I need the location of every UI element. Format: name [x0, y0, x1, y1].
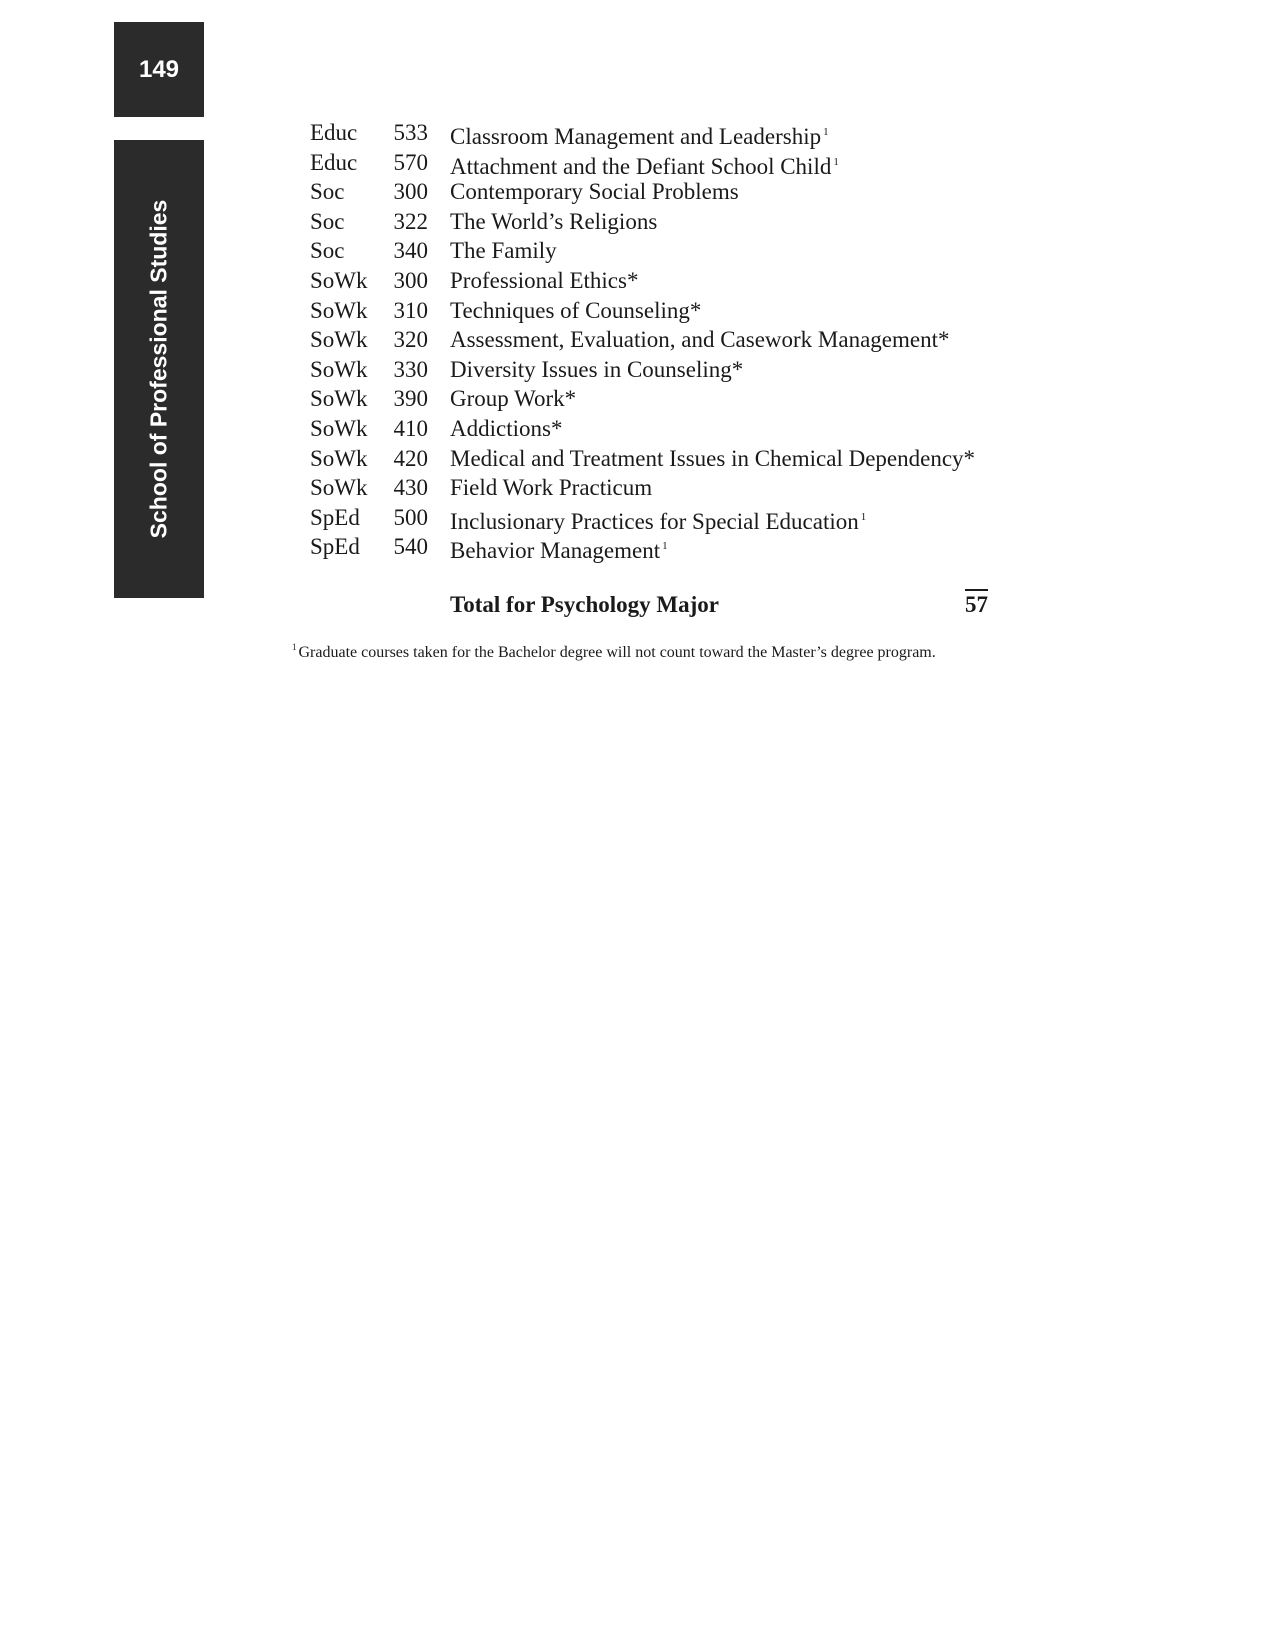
footnote-reference: 1 — [833, 155, 839, 168]
course-title: Medical and Treatment Issues in Chemical Dependency* — [450, 445, 976, 471]
total-label: Total for Psychology Major — [450, 592, 719, 617]
course-title-cell — [450, 503, 866, 533]
total-row — [450, 592, 988, 618]
course-title-cell — [450, 414, 562, 444]
course-title-cell — [450, 384, 576, 414]
course-title: The Family — [450, 238, 557, 264]
section-tab — [114, 140, 204, 598]
course-title: Diversity Issues in Counseling* — [450, 356, 744, 382]
course-title: Techniques of Counseling* — [450, 297, 702, 323]
course-title-cell — [450, 473, 652, 503]
course-number: 300 — [393, 179, 428, 205]
footnote-mark: 1 — [292, 642, 297, 652]
course-row — [310, 473, 975, 503]
course-row — [310, 325, 975, 355]
course-number: 340 — [393, 238, 428, 264]
course-title-cell — [450, 236, 557, 266]
course-dept: SpEd — [310, 504, 360, 530]
course-row — [310, 444, 975, 474]
course-number: 500 — [393, 504, 428, 530]
course-row — [310, 207, 975, 237]
course-number: 420 — [393, 445, 428, 471]
footnote — [292, 642, 936, 662]
course-number: 330 — [393, 356, 428, 382]
course-title-cell — [450, 532, 668, 562]
course-dept: SoWk — [310, 415, 368, 441]
course-title: Classroom Management and Leadership — [450, 124, 822, 149]
course-row — [310, 355, 975, 385]
course-dept: SpEd — [310, 534, 360, 560]
course-dept: SoWk — [310, 386, 368, 412]
page-number-tab — [114, 22, 204, 117]
course-title: Behavior Management — [450, 538, 661, 564]
course-number: 300 — [393, 267, 428, 293]
course-title-cell — [450, 207, 657, 237]
course-title: Group Work* — [450, 386, 577, 412]
course-row — [310, 296, 975, 326]
total-value: 57 — [965, 589, 988, 618]
course-dept: SoWk — [310, 445, 368, 471]
course-title-cell — [450, 355, 743, 385]
course-title-cell — [450, 296, 701, 326]
course-row — [310, 177, 975, 207]
footnote-reference: 1 — [823, 126, 829, 138]
course-title: Contemporary Social Problems — [450, 179, 739, 205]
course-dept: Soc — [310, 179, 345, 205]
course-title: Attachment and the Defiant School Child — [450, 153, 832, 179]
course-title-cell — [450, 118, 829, 148]
course-number: 540 — [393, 534, 428, 560]
course-title-cell — [450, 325, 950, 355]
course-dept: Soc — [310, 238, 345, 264]
course-title: Addictions* — [450, 415, 563, 441]
course-number: 322 — [393, 208, 428, 234]
course-number: 320 — [393, 327, 428, 353]
footnote-reference: 1 — [860, 510, 867, 523]
course-dept: SoWk — [310, 267, 368, 293]
footnote-reference: 1 — [662, 540, 668, 553]
course-list — [310, 118, 975, 562]
section-label: School of Professional Studies — [145, 199, 172, 539]
course-dept: SoWk — [310, 327, 368, 353]
course-number: 430 — [393, 475, 428, 501]
course-title: The World’s Religions — [450, 208, 658, 234]
course-dept: SoWk — [310, 475, 368, 501]
course-number: 533 — [393, 120, 428, 145]
course-number: 390 — [393, 386, 428, 412]
course-title-cell — [450, 148, 839, 178]
course-dept: Educ — [310, 120, 358, 145]
course-row — [310, 503, 975, 533]
course-dept: SoWk — [310, 297, 368, 323]
course-dept: Soc — [310, 208, 345, 234]
course-row — [310, 148, 975, 178]
course-title: Inclusionary Practices for Special Education — [450, 508, 859, 534]
course-dept: Educ — [310, 149, 358, 175]
course-title-cell — [450, 444, 975, 474]
course-title: Assessment, Evaluation, and Casework Management* — [450, 327, 950, 353]
course-number: 410 — [393, 415, 428, 441]
course-row — [310, 414, 975, 444]
course-title-cell — [450, 177, 739, 207]
course-row — [310, 532, 975, 562]
course-row — [310, 118, 975, 148]
course-title: Professional Ethics* — [450, 267, 639, 293]
course-title: Field Work Practicum — [450, 475, 653, 501]
course-dept: SoWk — [310, 356, 368, 382]
course-number: 310 — [393, 297, 428, 323]
page-number: 149 — [138, 55, 180, 83]
course-row — [310, 236, 975, 266]
footnote-text: Graduate courses taken for the Bachelor degree will not count toward the Master’s degree program. — [298, 644, 936, 661]
course-row — [310, 266, 975, 296]
course-title-cell — [450, 266, 638, 296]
course-number: 570 — [393, 149, 428, 175]
course-row — [310, 384, 975, 414]
